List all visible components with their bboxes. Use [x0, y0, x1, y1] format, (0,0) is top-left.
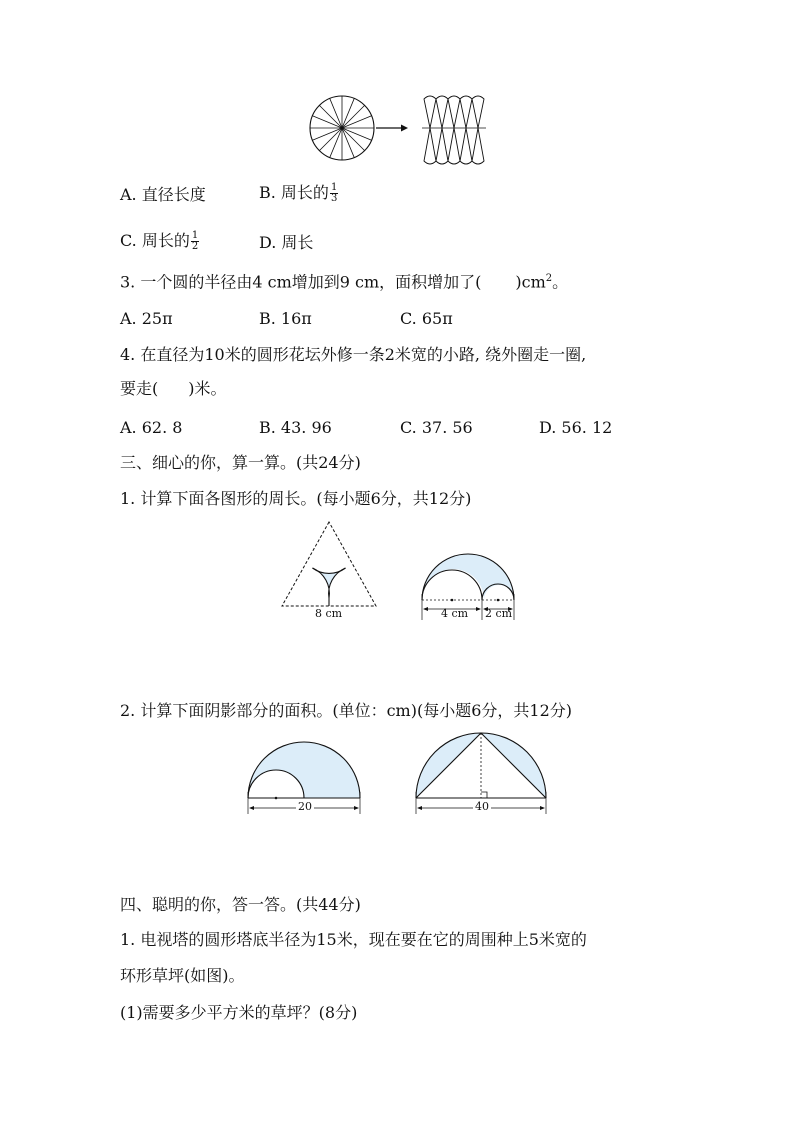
q2-option-a: A. 直径长度: [120, 185, 206, 204]
q4-stem-line2: 要走( )米。: [120, 379, 227, 398]
q3-option-a: A. 25π: [120, 309, 173, 328]
q3-option-b: B. 16π: [259, 309, 312, 328]
circle-rearrangement-figure: [300, 92, 500, 172]
section3-q1: 1. 计算下面各图形的周长。(每小题6分，共12分): [120, 489, 472, 508]
q4-stem-line1: 4. 在直径为10米的圆形花坛外修一条2米宽的小路, 绕外圈走一圈,: [120, 345, 587, 364]
section4-heading: 四、聪明的你，答一答。(共44分): [120, 895, 361, 914]
fig3-label: 20: [298, 800, 312, 813]
q3-stem: 3. 一个圆的半径由4 cm增加到9 cm，面积增加了( )$cm^2$。: [120, 272, 569, 292]
fraction-one-third: $\frac{1}{3}$: [330, 182, 338, 204]
q2-option-d: D. 周长: [259, 233, 314, 252]
divided-circle: [310, 96, 374, 160]
q2-option-b: B. 周长的 $\frac{1}{3}$: [259, 182, 338, 204]
rearranged-strip: [422, 96, 486, 164]
section4-q1-sub1: (1)需要多少平方米的草坪？(8分): [120, 1003, 358, 1022]
fig2-label-a: 4 cm: [441, 607, 469, 620]
arrow-right-icon: [401, 125, 408, 132]
section4-q1-line2: 环形草坪(如图)。: [120, 966, 245, 985]
section3-heading: 三、细心的你，算一算。(共24分): [120, 453, 361, 472]
q3-option-c: C. 65π: [400, 309, 453, 328]
q4-option-c: C. 37. 56: [400, 418, 473, 437]
q4-option-a: A. 62. 8: [120, 418, 183, 437]
fraction-one-half: $\frac{1}{2}$: [191, 230, 199, 252]
fig1-label: 8 cm: [315, 607, 343, 620]
q4-option-d: D. 56. 12: [539, 418, 613, 437]
q4-option-b: B. 43. 96: [259, 418, 332, 437]
fig2-label-b: 2 cm: [485, 607, 513, 620]
section3-q2: 2. 计算下面阴影部分的面积。(单位：cm)(每小题6分，共12分): [120, 701, 572, 720]
section4-q1-line1: 1. 电视塔的圆形塔底半径为15米，现在要在它的周围种上5米宽的: [120, 930, 587, 949]
q2-option-c: C. 周长的 $\frac{1}{2}$: [120, 230, 199, 252]
fig4-label: 40: [475, 800, 489, 813]
